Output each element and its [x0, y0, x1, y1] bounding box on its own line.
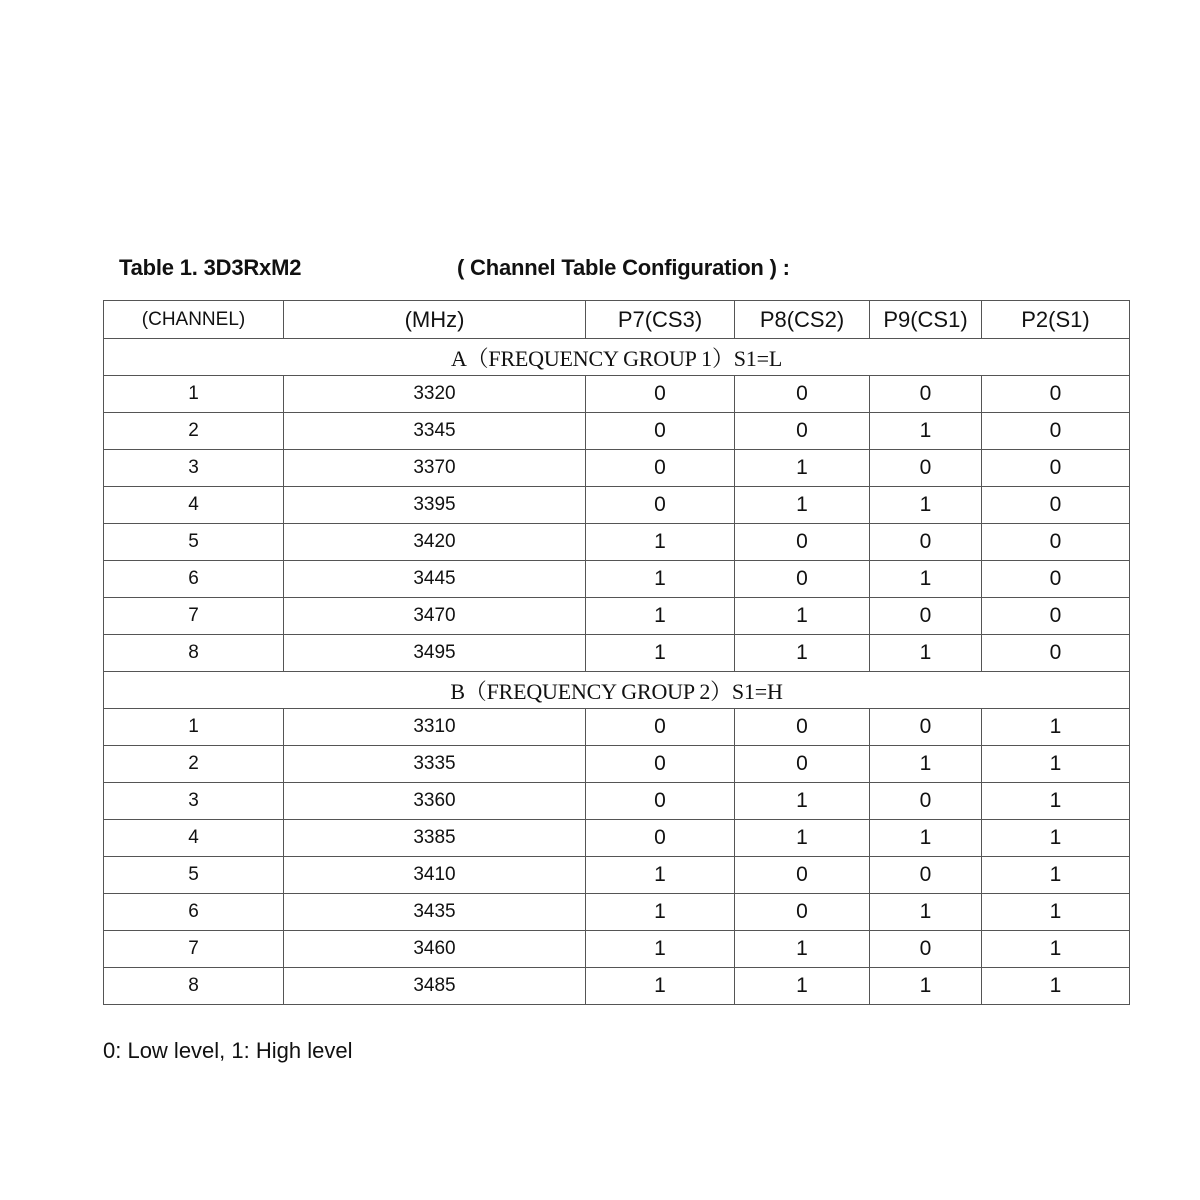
- p7-cs3-cell: 0: [586, 820, 735, 857]
- channel-cell: 3: [104, 783, 284, 820]
- channel-cell: 4: [104, 820, 284, 857]
- p2-s1-cell: 1: [982, 783, 1130, 820]
- header-row: [104, 301, 1130, 339]
- p9-cs1-cell: 1: [870, 820, 982, 857]
- p9-cs1-cell: 1: [870, 746, 982, 783]
- p7-cs3-cell: 1: [586, 524, 735, 561]
- p2-s1-cell: 1: [982, 820, 1130, 857]
- p2-s1-cell: 1: [982, 894, 1130, 931]
- p8-cs2-cell: 1: [735, 820, 870, 857]
- p9-cs1-cell: 0: [870, 857, 982, 894]
- mhz-cell: 3335: [284, 746, 586, 783]
- channel-cell: 7: [104, 598, 284, 635]
- p7-cs3-cell: 1: [586, 635, 735, 672]
- p7-cs3-cell: 0: [586, 413, 735, 450]
- channel-cell: 6: [104, 894, 284, 931]
- channel-cell: 5: [104, 524, 284, 561]
- channel-cell: 1: [104, 709, 284, 746]
- channel-cell: 3: [104, 450, 284, 487]
- p2-s1-cell: 0: [982, 450, 1130, 487]
- p8-cs2-cell: 1: [735, 450, 870, 487]
- p9-cs1-cell: 0: [870, 598, 982, 635]
- mhz-cell: 3385: [284, 820, 586, 857]
- p2-s1-cell: 0: [982, 598, 1130, 635]
- p2-s1-cell: 0: [982, 524, 1130, 561]
- table-row: [104, 635, 1130, 672]
- mhz-cell: 3460: [284, 931, 586, 968]
- table-row: [104, 598, 1130, 635]
- level-legend-note: 0: Low level, 1: High level: [103, 1038, 353, 1063]
- table-title: Table 1. 3D3RxM2: [119, 255, 302, 280]
- frequency-group-label: A（FREQUENCY GROUP 1）S1=L: [104, 339, 1130, 376]
- table-row: [104, 524, 1130, 561]
- p8-cs2-cell: 0: [735, 524, 870, 561]
- p8-cs2-cell: 1: [735, 487, 870, 524]
- p7-cs3-cell: 0: [586, 746, 735, 783]
- p7-cs3-cell: 1: [586, 561, 735, 598]
- p2-s1-cell: 0: [982, 376, 1130, 413]
- mhz-cell: 3360: [284, 783, 586, 820]
- table-row: [104, 376, 1130, 413]
- p9-cs1-cell: 1: [870, 968, 982, 1005]
- table-row: [104, 783, 1130, 820]
- p7-cs3-cell: 0: [586, 450, 735, 487]
- p2-s1-cell: 1: [982, 968, 1130, 1005]
- p7-cs3-cell: 0: [586, 376, 735, 413]
- table-row: [104, 968, 1130, 1005]
- mhz-cell: 3435: [284, 894, 586, 931]
- channel-cell: 8: [104, 968, 284, 1005]
- mhz-cell: 3370: [284, 450, 586, 487]
- p9-cs1-cell: 1: [870, 635, 982, 672]
- table-row: [104, 820, 1130, 857]
- p2-s1-cell: 1: [982, 857, 1130, 894]
- p9-cs1-cell: 1: [870, 487, 982, 524]
- channel-cell: 7: [104, 931, 284, 968]
- table-row: [104, 857, 1130, 894]
- table-row: [104, 450, 1130, 487]
- mhz-cell: 3445: [284, 561, 586, 598]
- group-row: [104, 672, 1130, 709]
- p8-cs2-cell: 0: [735, 561, 870, 598]
- mhz-cell: 3470: [284, 598, 586, 635]
- table-row: [104, 931, 1130, 968]
- header-p2-s1: P2(S1): [982, 301, 1130, 339]
- p2-s1-cell: 0: [982, 413, 1130, 450]
- table-row: [104, 894, 1130, 931]
- table-subtitle: ( Channel Table Configuration ) :: [457, 255, 790, 280]
- p2-s1-cell: 1: [982, 709, 1130, 746]
- mhz-cell: 3495: [284, 635, 586, 672]
- header-p8-cs2: P8(CS2): [735, 301, 870, 339]
- header-p7-cs3: P7(CS3): [586, 301, 735, 339]
- p9-cs1-cell: 1: [870, 894, 982, 931]
- mhz-cell: 3345: [284, 413, 586, 450]
- p9-cs1-cell: 0: [870, 524, 982, 561]
- channel-cell: 5: [104, 857, 284, 894]
- channel-cell: 4: [104, 487, 284, 524]
- table-row: [104, 709, 1130, 746]
- p8-cs2-cell: 1: [735, 635, 870, 672]
- p9-cs1-cell: 0: [870, 931, 982, 968]
- p2-s1-cell: 1: [982, 931, 1130, 968]
- group-row: [104, 339, 1130, 376]
- p7-cs3-cell: 1: [586, 968, 735, 1005]
- p7-cs3-cell: 1: [586, 598, 735, 635]
- p8-cs2-cell: 0: [735, 894, 870, 931]
- channel-config-table: [103, 300, 1130, 1005]
- table-row: [104, 413, 1130, 450]
- p8-cs2-cell: 0: [735, 709, 870, 746]
- p8-cs2-cell: 1: [735, 783, 870, 820]
- mhz-cell: 3485: [284, 968, 586, 1005]
- header-channel: (CHANNEL): [104, 301, 284, 339]
- channel-cell: 8: [104, 635, 284, 672]
- p7-cs3-cell: 1: [586, 857, 735, 894]
- p8-cs2-cell: 1: [735, 968, 870, 1005]
- mhz-cell: 3410: [284, 857, 586, 894]
- p9-cs1-cell: 0: [870, 709, 982, 746]
- p7-cs3-cell: 0: [586, 709, 735, 746]
- p7-cs3-cell: 0: [586, 783, 735, 820]
- p2-s1-cell: 0: [982, 635, 1130, 672]
- p9-cs1-cell: 0: [870, 450, 982, 487]
- table-row: [104, 487, 1130, 524]
- p7-cs3-cell: 0: [586, 487, 735, 524]
- table-row: [104, 561, 1130, 598]
- p8-cs2-cell: 0: [735, 376, 870, 413]
- p2-s1-cell: 1: [982, 746, 1130, 783]
- p7-cs3-cell: 1: [586, 931, 735, 968]
- header-mhz: (MHz): [284, 301, 586, 339]
- mhz-cell: 3320: [284, 376, 586, 413]
- channel-cell: 2: [104, 413, 284, 450]
- p8-cs2-cell: 0: [735, 413, 870, 450]
- channel-cell: 2: [104, 746, 284, 783]
- p8-cs2-cell: 0: [735, 746, 870, 783]
- p9-cs1-cell: 0: [870, 783, 982, 820]
- channel-cell: 6: [104, 561, 284, 598]
- p8-cs2-cell: 1: [735, 598, 870, 635]
- p2-s1-cell: 0: [982, 561, 1130, 598]
- p9-cs1-cell: 1: [870, 413, 982, 450]
- frequency-group-label: B（FREQUENCY GROUP 2）S1=H: [104, 672, 1130, 709]
- channel-cell: 1: [104, 376, 284, 413]
- table-body: [104, 339, 1130, 1005]
- mhz-cell: 3310: [284, 709, 586, 746]
- p9-cs1-cell: 0: [870, 376, 982, 413]
- mhz-cell: 3420: [284, 524, 586, 561]
- mhz-cell: 3395: [284, 487, 586, 524]
- p7-cs3-cell: 1: [586, 894, 735, 931]
- p9-cs1-cell: 1: [870, 561, 982, 598]
- table-row: [104, 746, 1130, 783]
- p8-cs2-cell: 1: [735, 931, 870, 968]
- p8-cs2-cell: 0: [735, 857, 870, 894]
- p2-s1-cell: 0: [982, 487, 1130, 524]
- header-p9-cs1: P9(CS1): [870, 301, 982, 339]
